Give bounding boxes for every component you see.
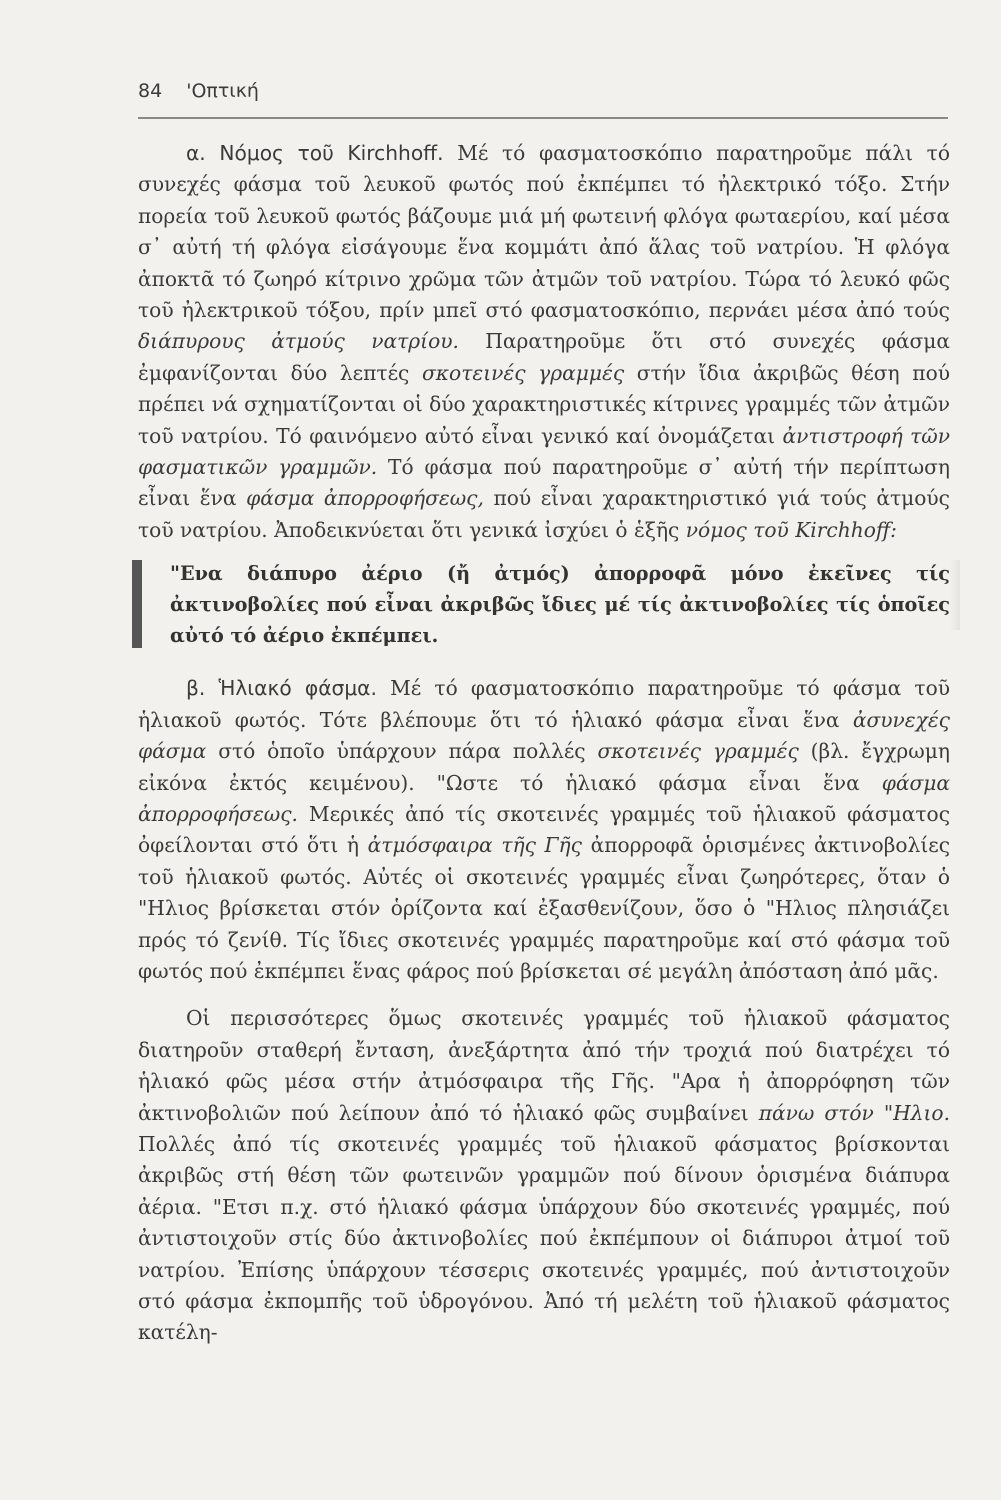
paragraph-dark-lines (138, 1003, 950, 1348)
running-header (138, 80, 948, 102)
text-run: Παρατηροῦμε ὅτι στό συνεχές φάσμα ἐμφανίζονται δύο λεπτές (138, 329, 950, 385)
text-run: Μερικές ἀπό τίς σκοτεινές γραμμές τοῦ ἡλιακοῦ φάσματος ὀφείλονται στό ὅτι ἡ (138, 801, 950, 858)
text-run: Πολλές ἀπό τίς σκοτεινές γραμμές τοῦ ἡλιακοῦ φάσματος βρίσκονται ἀκριβῶς στή θέση τῶν φωτεινῶν γραμμῶν πού δίνουν ὁρισμένα διάπυρα ἀέρια. "Ετσι π.χ. στό ἡλιακό φάσμα ὑπάρχουν δύο σκοτεινές γραμμές, πού ἀντιστοιχοῦν στίς δύο ἀκτινοβολίες πού ἐκπέμπουν οἱ διάπυροι ἀτμοί τοῦ νατρίου. Ἐπίσης ὑπάρχουν τέσσερις σκοτεινές γραμμές, πού ἀντιστοιχοῦν στό φάσμα ἐκπομπῆς τοῦ ὑδρογόνου. Ἀπό τή μελέτη τοῦ ἡλιακοῦ φάσματος κατέλη- (138, 1131, 950, 1345)
italic-term: ἀντιστροφή τῶν φασματικῶν γραμμῶν. (138, 423, 950, 480)
text-run: (βλ. ἔγχρωμη εἰκόνα ἐκτός κειμένου). "Ωστε τό ἡλιακό φάσμα εἶναι ἕνα (138, 739, 950, 795)
page-edge-shadow (950, 560, 960, 630)
spacer (138, 987, 950, 1003)
spacer (138, 661, 950, 673)
text-run: ἀπορροφᾶ ὁρισμένες ἀκτινοβολίες τοῦ ἡλιακοῦ φωτός. Αὐτές οἱ σκοτεινές γραμμές εἶναι ζωηρότερες, ὅταν ὁ "Ηλιος βρίσκεται στόν ὁρίζοντα καί ἐξασθενίζουν, ὅσο ὁ "Ηλιος πλησιάζει πρός τό ζενίθ. Τίς ἴδιες σκοτεινές γραμμές παρατηροῦμε καί στό φάσμα τοῦ φωτός πού ἐκπέμπει ἕνας φάρος πού βρίσκεται σέ μεγάλη ἀπόσταση ἀπό μᾶς. (138, 833, 951, 983)
italic-term: ἀσυνεχές φάσμα (138, 707, 950, 764)
text-run: πού εἶναι χαρακτηριστικό γιά τούς ἀτμούς τοῦ νατρίου. Ἀποδεικνύεται ὅτι γενικά ἰσχύει ὁ ἑξῆς (138, 486, 950, 542)
text-run: στό ὁποῖο ὑπάρχουν πάρα πολλές (206, 739, 598, 764)
italic-term: διάπυρους ἀτμούς νατρίου. (138, 329, 459, 354)
italic-term: φάσμα ἀπορροφήσεως. (138, 770, 950, 826)
law-statement: "Ενα διάπυρο ἀέριο (ἤ ἀτμός) ἀπορροφᾶ μόνο ἐκεῖνες τίς ἀκτινοβολίες πού εἶναι ἀκριβῶς ἴδιες μέ τίς ἀκτινοβολίες τίς ὁποῖες αὐτό τό ἀέριο ἐκπέμπει. (170, 562, 950, 648)
text-run: Οἱ περισσότερες ὅμως σκοτεινές γραμμές τοῦ ἡλιακοῦ φάσματος διατηροῦν σταθερή ἔνταση, ἀνεξάρτητα ἀπό τήν τροχιά πού διατρέχει τό ἡλιακό φῶς μέσα στήν ἀτμόσφαιρα τῆς Γῆς. "Αρα ἡ ἀπορρόφηση τῶν ἀκτινοβολιῶν πού λείπουν ἀπό τό ἡλιακό φῶς συμβαίνει (138, 1006, 950, 1125)
paragraph-kirchhoff (138, 138, 950, 546)
italic-term: φάσμα ἀπορροφήσεως, (246, 486, 484, 511)
law-box (138, 558, 950, 651)
paragraph-label: α. Νόμος τοῦ Kirchhoff. (186, 141, 444, 165)
text-run: στήν ἴδια ἀκριβῶς θέση πού πρέπει νά σχηματίζονται οἱ δύο χαρακτηριστικές κίτρινες γραμμές τῶν ἀτμῶν τοῦ νατρίου. Τό φαινόμενο αὐτό εἶναι γενικό καί ὀνομάζεται (138, 360, 951, 448)
text-run: Τό φάσμα πού παρατηροῦμε σ᾽ αὐτή τήν περίπτωση εἶναι ἕνα (138, 455, 950, 511)
italic-term: σκοτεινές γραμμές (597, 739, 799, 764)
italic-term: πάνω στόν "Ηλιο. (758, 1100, 951, 1125)
italic-term: σκοτεινές γραμμές (422, 360, 625, 385)
section-title: 'Οπτική (186, 80, 259, 102)
body-text (138, 138, 950, 1349)
text-run: Μέ τό φασματοσκόπιο παρατηροῦμε πάλι τό συνεχές φάσμα τοῦ λευκοῦ φωτός πού ἐκπέμπει τό ἠλεκτρικό τόξο. Στήν πορεία τοῦ λευκοῦ φωτός βάζουμε μιά μή φωτεινή φλόγα φωταερίου, καί μέσα σ᾽ αὐτή τή φλόγα εἰσάγουμε ἕνα κομμάτι ἀπό ἅλας τοῦ νατρίου. Ἡ φλόγα ἀποκτᾶ τό ζωηρό κίτρινο χρῶμα τῶν ἀτμῶν τοῦ νατρίου. Τώρα τό λευκό φῶς τοῦ ἠλεκτρικοῦ τόξου, πρίν μπεῖ στό φασματοσκόπιο, περνάει μέσα ἀπό τούς (138, 141, 951, 323)
italic-term: ἀτμόσφαιρα τῆς Γῆς (367, 833, 582, 858)
page-number: 84 (138, 80, 163, 102)
law-marker-bar (132, 560, 142, 648)
paragraph-label: β. Ἡλιακό φάσμα. (186, 676, 377, 701)
italic-term: νόμος τοῦ Kirchhoff: (685, 517, 897, 542)
header-rule (138, 117, 948, 119)
paragraph-solar-spectrum (138, 673, 950, 987)
text-run: Μέ τό φασματοσκόπιο παρατηροῦμε τό φάσμα τοῦ ἡλιακοῦ φωτός. Τότε βλέπουμε ὅτι τό ἡλιακό φάσμα εἶναι ἕνα (138, 676, 950, 732)
